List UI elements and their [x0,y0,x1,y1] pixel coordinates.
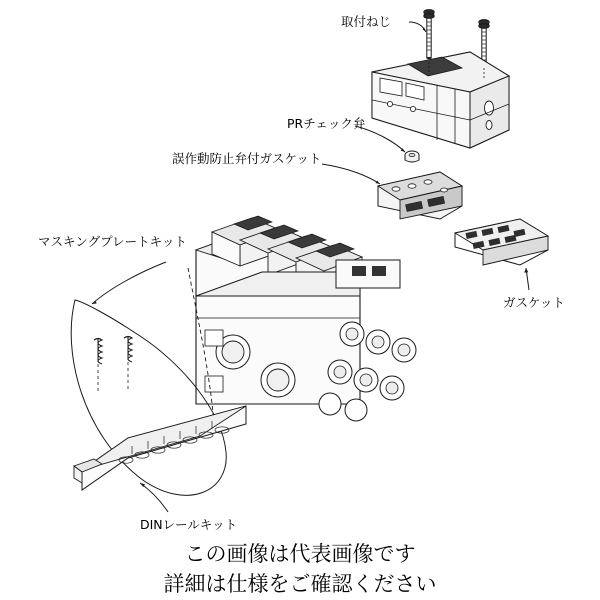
label-pr-check-valve: PRチェック弁 [287,116,366,131]
caption-line-1: この画像は代表画像です [184,542,416,566]
label-gasket: ガスケット [503,295,565,310]
label-mounting-screw: 取付ねじ [341,14,392,29]
group-anti-malfunction-valve-gasket [322,164,462,219]
group-solenoid-valve-body [0,0,509,148]
group-pr-check-valve [355,126,419,162]
group-manifold-valve-stack [196,216,416,421]
label-anti-malfunction-gasket: 誤作動防止弁付ガスケット [172,151,322,166]
group-din-rail-kit [74,406,246,512]
label-din-rail-kit: DINレールキット [140,517,238,532]
caption-line-2: 詳細は仕様をご確認ください [163,572,437,596]
group-gasket [455,219,548,290]
label-masking-plate-kit: マスキングプレートキット [38,234,187,249]
